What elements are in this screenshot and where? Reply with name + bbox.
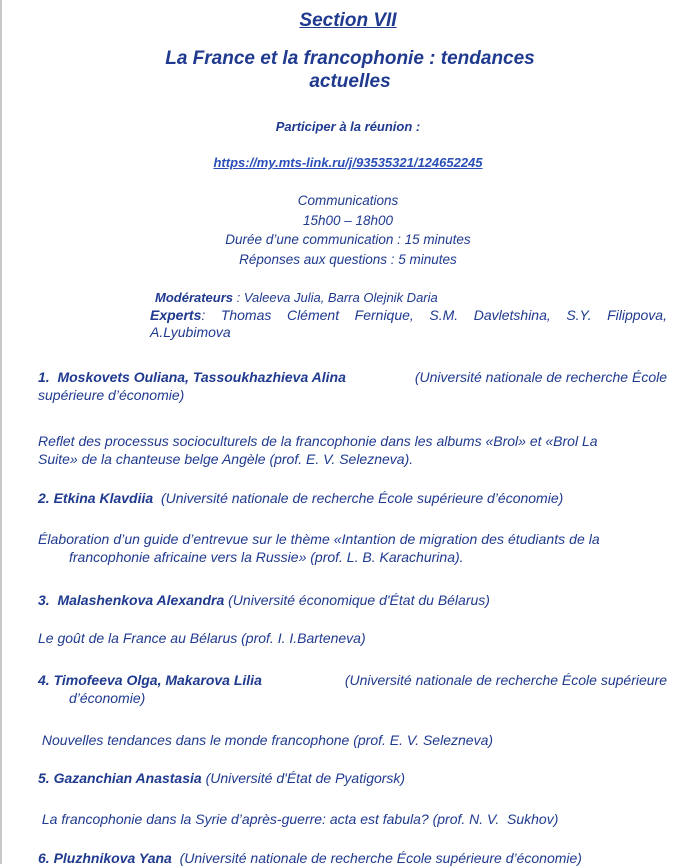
- presentation-2-topic: [38, 530, 667, 566]
- presentation-number: 1.: [38, 369, 50, 385]
- experts-line2: A.Lyubimova: [150, 324, 231, 340]
- presentation-number: 2.: [38, 490, 50, 506]
- presentation-6-header: [38, 849, 667, 867]
- schedule-time: 15h00 – 18h00: [302, 212, 394, 228]
- presentation-topic-line1: [38, 432, 667, 450]
- presentation-3-header: [38, 591, 667, 609]
- section-label: Section VII: [299, 10, 397, 31]
- presentation-topic-line1: Le goût de la France au Bélarus (prof. I. I.Barteneva): [38, 630, 366, 646]
- schedule-duration: Durée d’une communication : 15 minutes: [225, 232, 471, 247]
- moderators-label: Modérateurs: [155, 290, 234, 305]
- experts-label: Experts: [150, 307, 202, 323]
- meeting-join-label: Participer à la réunion :: [275, 119, 421, 134]
- presentation-affiliation: (Université d'État de Pyatigorsk): [205, 770, 406, 786]
- section-title-line2: actuelles: [309, 71, 391, 92]
- presentation-affiliation-cont: supérieure d’économie): [38, 387, 185, 403]
- experts-colon: :: [201, 307, 206, 323]
- presentation-authors: Timofeeva Olga, Makarova Lilia: [53, 672, 262, 688]
- expert-name-part: Clément: [286, 307, 340, 323]
- expert-name-part: Davletshina,: [473, 307, 551, 323]
- presentation-affiliation-cont: d’économie): [69, 690, 146, 706]
- presentation-3-topic: [38, 629, 667, 647]
- schedule-block: [0, 191, 696, 269]
- presentation-1-header: [38, 368, 667, 404]
- section-title: [140, 47, 560, 93]
- presentation-topic-line1: Élaboration d’un guide d’entrevue sur le thème «Intantion de migration des étudiants de la: [38, 531, 600, 547]
- presentation-affiliation: (Université nationale de recherche École supérieure d’économie): [179, 850, 582, 866]
- presentation-authors: Pluzhnikova Yana: [53, 850, 172, 866]
- presentation-5-header: [38, 769, 667, 787]
- presentation-topic-line1: La francophonie dans la Syrie d’après-guerre: acta est fabula? (prof. N. V. Sukhov): [38, 811, 559, 827]
- presentation-authors: Gazanchian Anastasia: [53, 770, 202, 786]
- presentation-topic-line2: francophonie africaine vers la Russie» (prof. L. B. Karachurina).: [69, 549, 464, 565]
- expert-name-part: S.M.: [429, 307, 459, 323]
- presentation-2-header: [38, 489, 667, 507]
- expert-name-part: Filippova,: [607, 307, 667, 323]
- expert-name-part: Thomas: [220, 307, 272, 323]
- presentation-authors: Malashenkova Alexandra: [57, 592, 225, 608]
- presentation-number: 3.: [38, 592, 50, 608]
- presentation-number: 6.: [38, 850, 50, 866]
- presentation-5-topic: [38, 810, 667, 828]
- presentation-topic-line1: Nouvelles tendances dans le monde francophone (prof. E. V. Selezneva): [38, 732, 494, 748]
- presentation-1-topic: [38, 432, 667, 468]
- presentation-topic-line2: Suite» de la chanteuse belge Angèle (prof. E. V. Selezneva).: [38, 451, 414, 467]
- presentation-affiliation: (Université nationale de recherche École: [414, 369, 667, 385]
- expert-name-part: S.Y.: [566, 307, 592, 323]
- experts-block: [150, 307, 667, 341]
- presentation-4-topic: [38, 731, 667, 749]
- moderators-line: [155, 289, 675, 306]
- experts-line1: [150, 307, 667, 324]
- presentation-number: 5.: [38, 770, 50, 786]
- topic-text: Reflet des processus socioculturels de la francophonie dans les albums «Brol» et «Brol La: [38, 433, 598, 449]
- presentation-number: 4.: [38, 672, 50, 688]
- section-title-line1: La France et la francophonie : tendances: [165, 48, 535, 69]
- meeting-link[interactable]: https://my.mts-link.ru/j/93535321/124652245: [213, 155, 483, 170]
- presentation-affiliation: (Université économique d'État du Bélarus): [228, 592, 490, 608]
- presentation-4-header: [38, 671, 667, 707]
- schedule-heading: Communications: [297, 193, 399, 208]
- expert-name-part: Fernique,: [354, 307, 414, 323]
- schedule-questions: Réponses aux questions : 5 minutes: [239, 251, 457, 267]
- presentation-authors: Etkina Klavdiia: [53, 490, 154, 506]
- presentation-affiliation: (Université nationale de recherche École supérieure d’économie): [160, 490, 564, 506]
- moderators-names: : Valeeva Julia, Barra Olejnik Daria: [233, 290, 438, 305]
- presentation-authors: Moskovets Ouliana, Tassoukhazhieva Alina: [57, 369, 346, 385]
- presentation-affiliation: (Université nationale de recherche École supérieure: [344, 672, 667, 688]
